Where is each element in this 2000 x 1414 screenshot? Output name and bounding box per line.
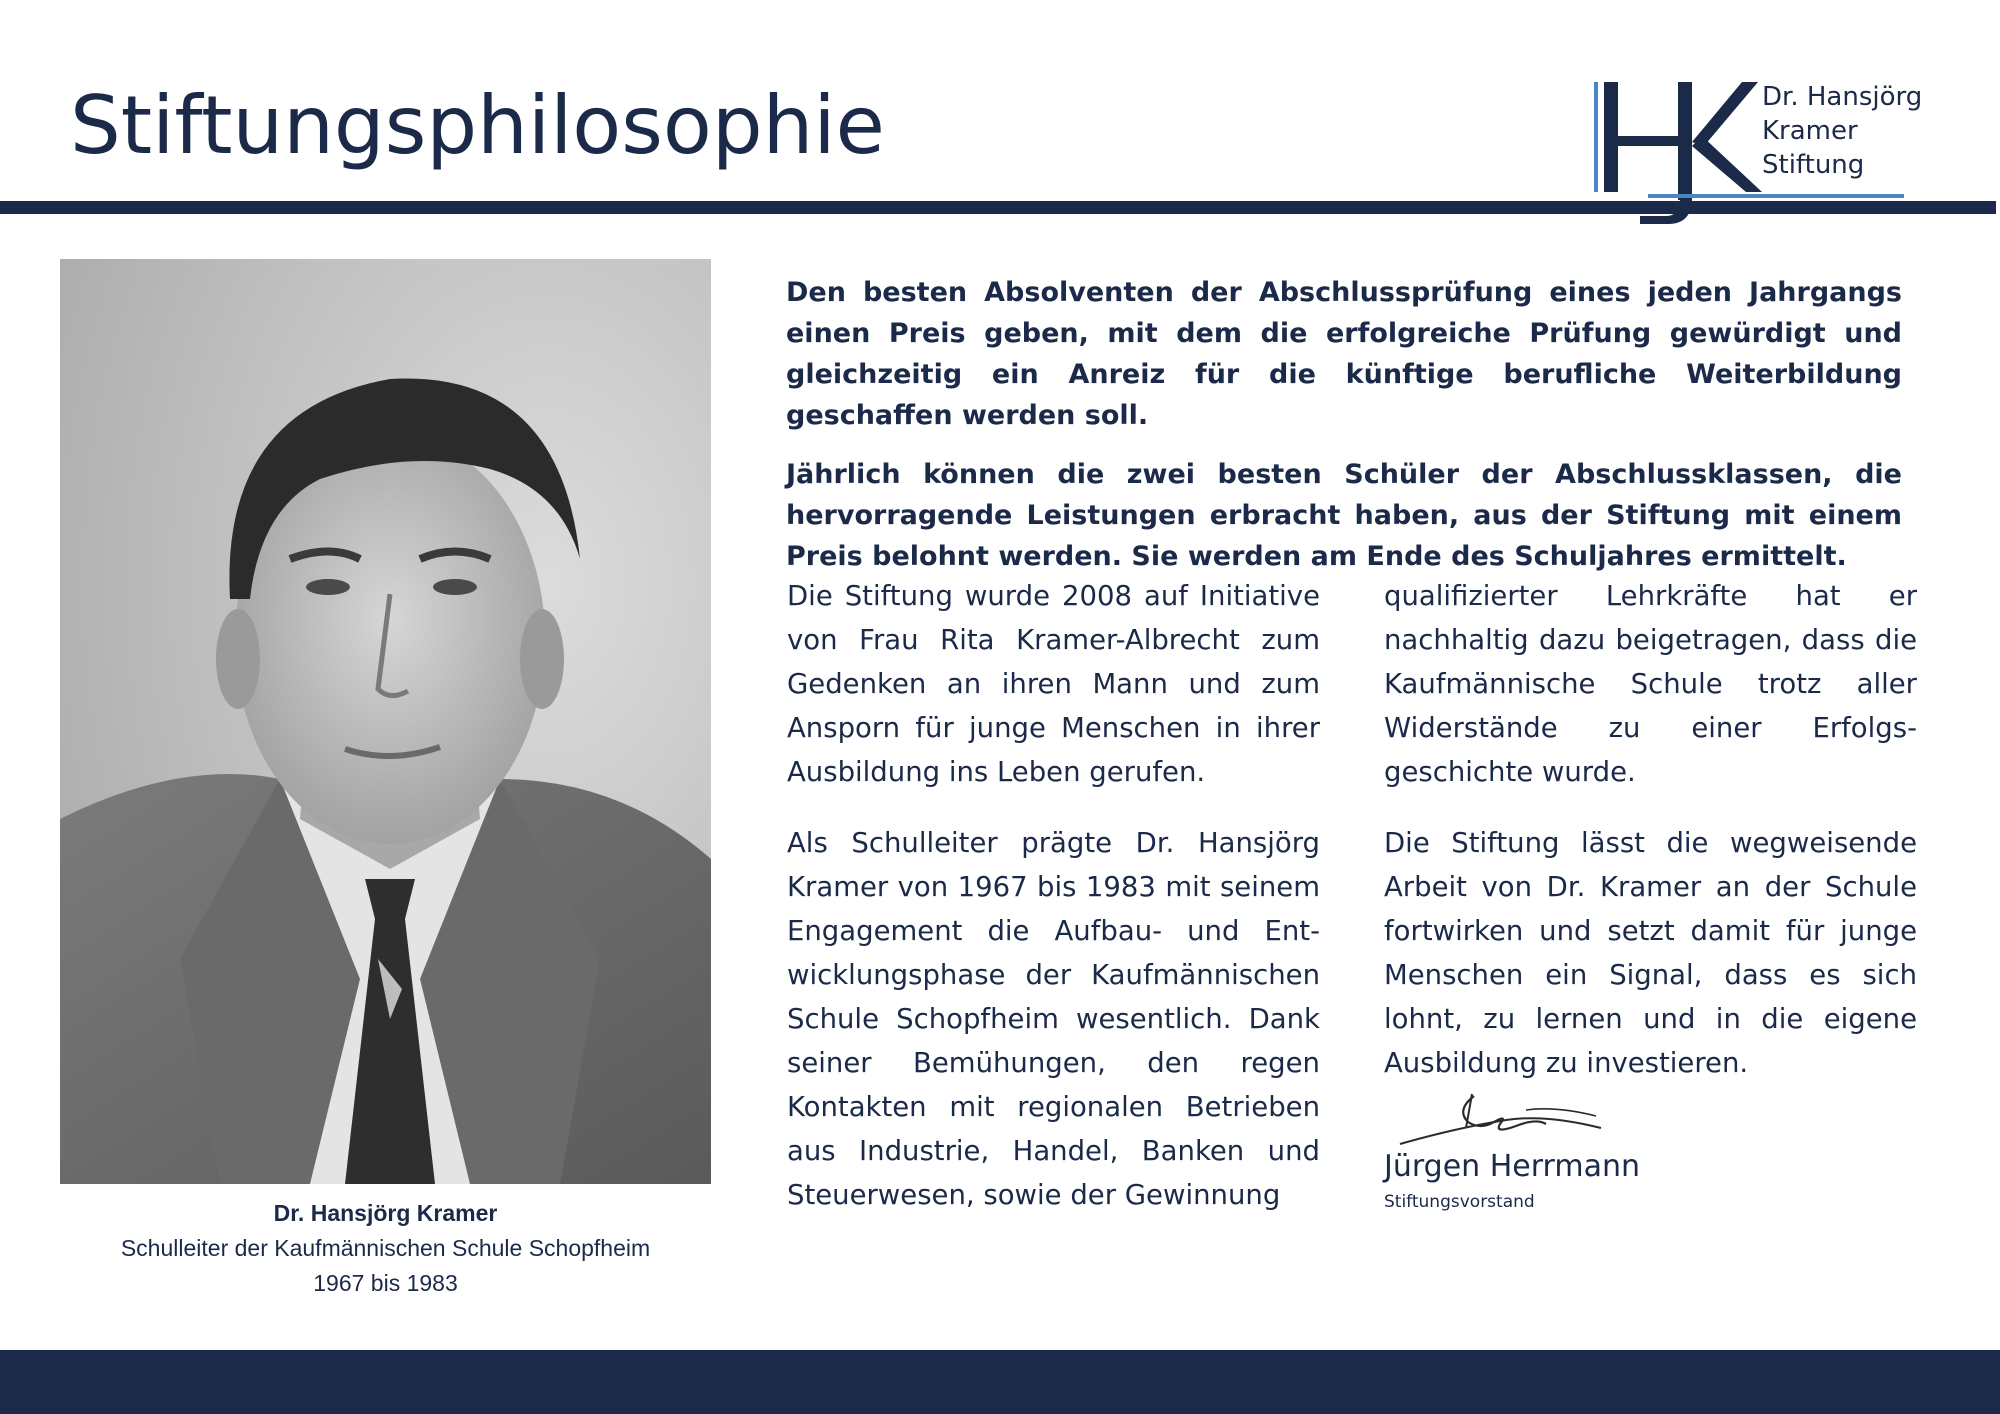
signer-name: Jürgen Herrmann <box>1384 1149 1640 1184</box>
body-paragraph: Als Schulleiter prägte Dr. Hansjörg Kramer von 1967 bis 1983 mit seinem Engagement die Aufbau- und Entwicklungsphase der Kaufmännischen Schule Schopfheim wesentlich. Dank seiner Bemühungen, den regen Kontakten mit regionalen Betrieben aus Industrie, Handel, Banken und Steuerwesen, sowie der Gewinnung <box>787 827 1320 1211</box>
body-column-left <box>787 574 1320 1244</box>
handwritten-signature <box>1396 1088 1616 1152</box>
body-paragraph: Die Stiftung lässt die wegweisende Arbeit von Dr. Kramer an der Schule fortwirken und setzt damit für junge Menschen ein Signal, dass es sich lohnt, zu lernen und in die eigene Ausbildung zu investieren. <box>1384 827 1917 1079</box>
page-title: Stiftungsphilosophie <box>70 79 885 172</box>
intro-paragraph: Jährlich können die zwei besten Schüler der Abschlussklassen, die hervorragende Leistungen erbracht haben, aus der Stiftung mit einem Preis belohnt werden. Sie werden am Ende des Schuljahres ermittelt. <box>786 459 1902 572</box>
body-paragraph: Die Stiftung wurde 2008 auf Initiative von Frau Rita Kramer-Albrecht zum Gedenken an ihren Mann und zum Ansporn für junge Menschen in ihrer Ausbildung ins Leben gerufen. <box>787 580 1320 788</box>
body-column-right <box>1384 574 1917 1112</box>
logo-line: Kramer <box>1762 116 1858 146</box>
body-paragraph: qualifizierter Lehrkräfte hat er nachhaltig dazu beigetragen, dass die Kaufmännische Schule trotz aller Widerstände zu einer Erfolgsgeschichte wurde. <box>1384 580 1917 788</box>
portrait-caption <box>60 1196 711 1301</box>
header-divider <box>0 201 1996 214</box>
intro-text <box>786 272 1902 595</box>
logo-wordmark <box>1762 80 1922 182</box>
footer-bar <box>0 1350 2000 1414</box>
portrait-photo <box>60 259 711 1184</box>
caption-name: Dr. Hansjörg Kramer <box>273 1200 498 1226</box>
caption-role: Schulleiter der Kaufmännischen Schule Schopfheim <box>120 1235 651 1261</box>
signer-role: Stiftungsvorstand <box>1384 1192 1535 1212</box>
intro-paragraph: Den besten Absolventen der Abschlussprüfung eines jeden Jahrgangs einen Preis geben, mit dem die erfolgreiche Prüfung gewürdigt und gleichzeitig ein Anreiz für die künftige berufliche Weiterbildung geschaffen werden soll. <box>786 277 1902 431</box>
logo-line: Stiftung <box>1762 150 1865 180</box>
logo-line: Dr. Hansjörg <box>1762 82 1923 112</box>
caption-years: 1967 bis 1983 <box>313 1270 458 1296</box>
